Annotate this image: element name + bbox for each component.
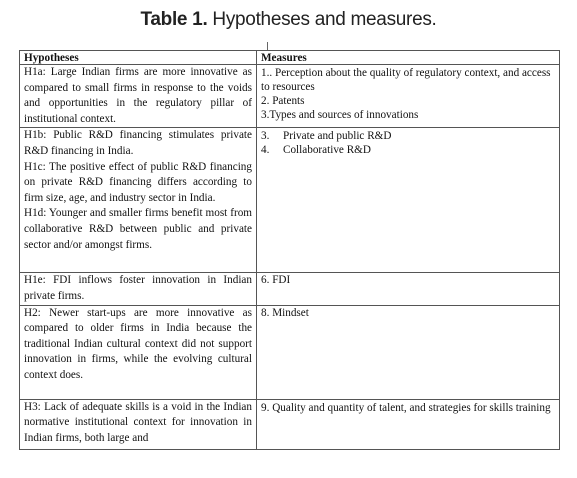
table-row: [20, 65, 560, 128]
measure-number: 3.: [261, 130, 270, 143]
measure-text: 3.Types and sources of innovations: [261, 109, 419, 121]
hypothesis-cell: [20, 128, 257, 273]
measure-text: Collaborative R&D: [283, 144, 371, 157]
hypothesis-text: H1c: The positive effect of public R&D financing on private R&D financing differs according to firm size, age, and industry sector in India.: [24, 160, 252, 204]
hypothesis-cell: [20, 65, 257, 128]
measure-cell: [257, 305, 560, 399]
measure-text: 2. Patents: [261, 95, 305, 107]
measure-cell: [257, 399, 560, 449]
table-row: [20, 399, 560, 449]
hypothesis-cell: [20, 273, 257, 305]
table-row: [20, 273, 560, 305]
table-title-text: Hypotheses and measures.: [212, 9, 437, 30]
table-header-row: [20, 51, 560, 65]
table-row: [20, 128, 560, 273]
measure-cell: [257, 128, 560, 273]
hypotheses-table: [19, 50, 560, 450]
hypothesis-text: H1d: Younger and smaller firms benefit most from collaborative R&D between public and private sector and/or amongst firms.: [24, 207, 252, 251]
header-measures: Measures: [257, 51, 560, 65]
measure-cell: [257, 65, 560, 128]
table-row: [20, 305, 560, 399]
hypothesis-cell: [20, 305, 257, 399]
table-title: [0, 9, 577, 31]
measure-text: 9. Quality and quantity of talent, and strategies for skills training: [261, 401, 551, 414]
table-title-prefix: Table 1.: [140, 9, 208, 30]
measure-list-item: [261, 129, 555, 143]
hypothesis-text: H3: Lack of adequate skills is a void in the Indian normative institutional context for innovation in Indian firms, both large and: [24, 400, 252, 444]
measure-list-item: [261, 143, 555, 157]
measure-text: 8. Mindset: [261, 306, 309, 319]
measure-text: 1.. Perception about the quality of regulatory context, and access to resources: [261, 67, 551, 93]
measure-cell: [257, 273, 560, 305]
hypothesis-cell: [20, 399, 257, 449]
measure-number: 4.: [261, 144, 270, 157]
hypothesis-text: H1b: Public R&D financing stimulates private R&D financing in India.: [24, 129, 252, 157]
measure-text: Private and public R&D: [283, 130, 392, 143]
hypothesis-text: H1e: FDI inflows foster innovation in Indian private firms.: [24, 274, 252, 302]
hypothesis-text: H2: Newer start-ups are more innovative as compared to older firms in India because the traditional Indian cultural context did not support innovation in firms, while the evolving cultural context does.: [24, 306, 252, 381]
header-hypotheses: Hypotheses: [20, 51, 257, 65]
measure-text: 6. FDI: [261, 274, 291, 287]
hypothesis-text: H1a: Large Indian firms are more innovative as compared to small firms in response to the voids and opportunities in the regulatory pillar of institutional context.: [24, 66, 252, 125]
